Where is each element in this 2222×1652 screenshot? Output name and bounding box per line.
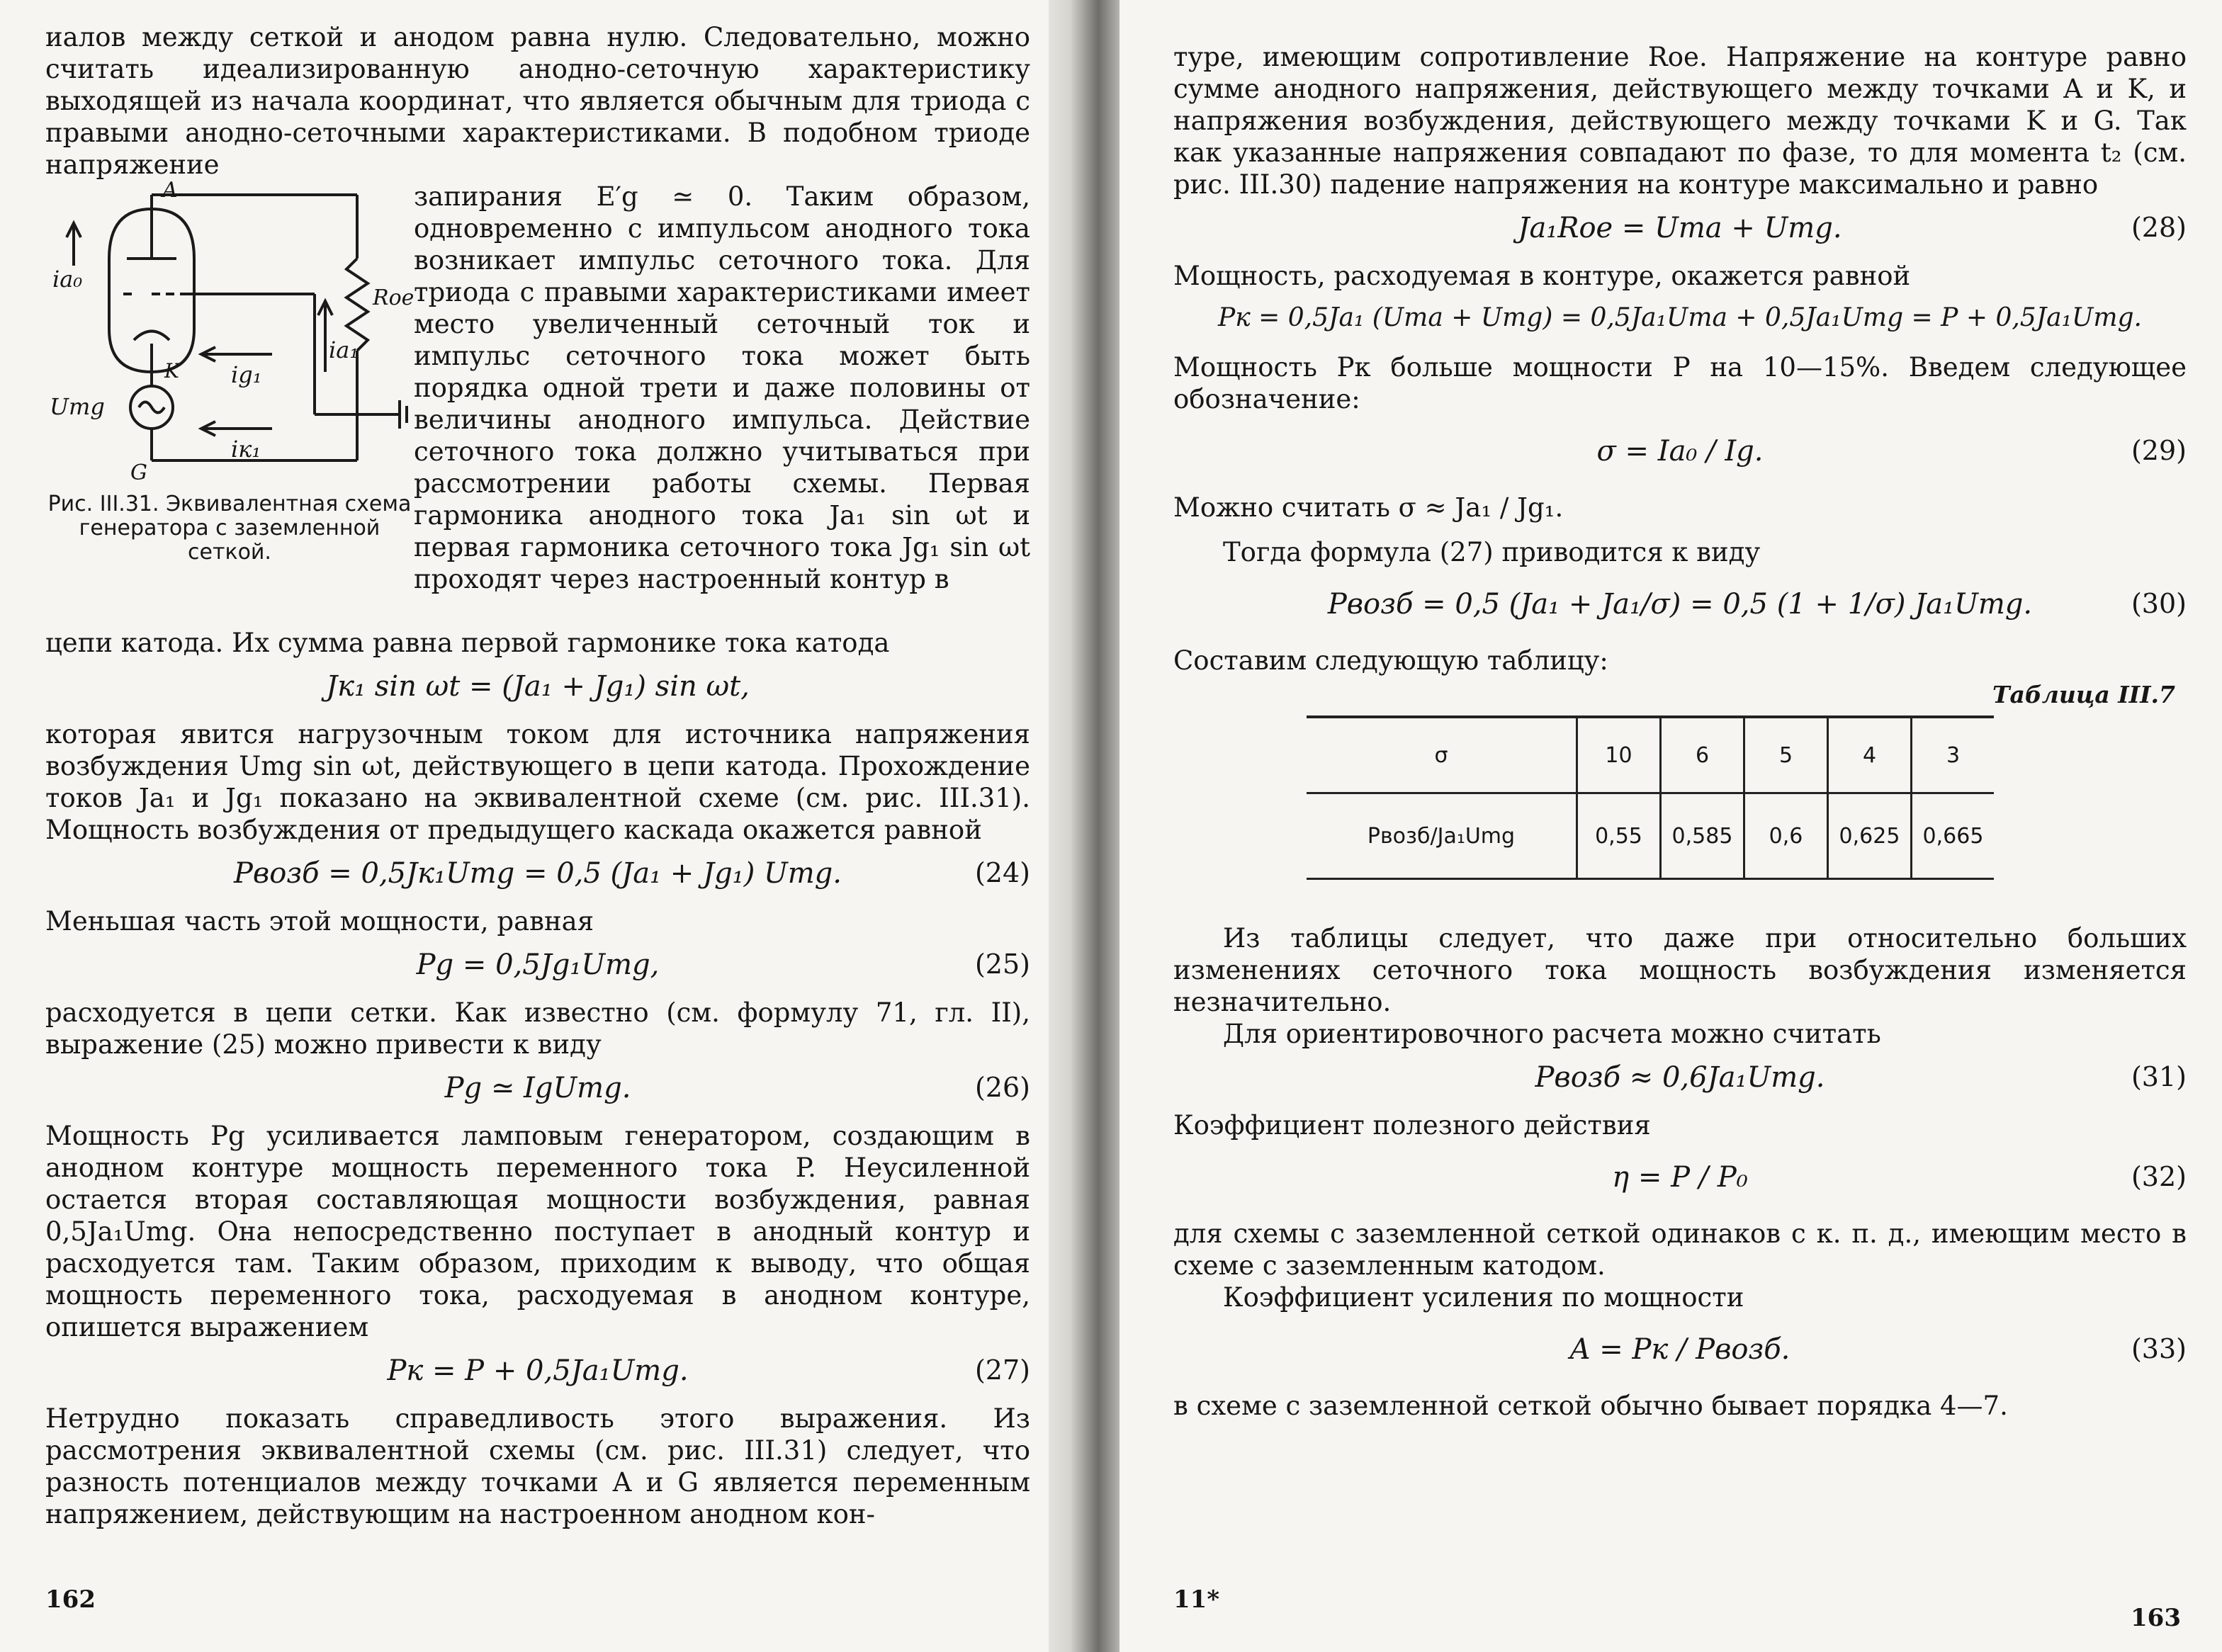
equation-pk xyxy=(1173,292,2187,351)
equation-24 xyxy=(45,846,1030,905)
label-ia1: ia₁ xyxy=(329,336,359,363)
table-cell: 10 xyxy=(1577,717,1661,793)
paragraph-after-figure: цепи катода. Их сумма равна первой гармонике тока катода xyxy=(45,628,890,658)
equation-32-formula: η = P / P₀ xyxy=(1612,1161,1748,1194)
equation-29-formula: σ = Ia₀ / Ig. xyxy=(1596,435,1764,468)
equation-27 xyxy=(45,1343,1030,1403)
left-page xyxy=(0,0,1049,1652)
equation-31-number: (31) xyxy=(2131,1061,2187,1092)
table-cell: 5 xyxy=(1744,717,1828,793)
label-roe: Roe xyxy=(373,285,414,310)
signature-mark: 11* xyxy=(1173,1585,1220,1614)
equation-32-number: (32) xyxy=(2131,1161,2187,1192)
right-page xyxy=(1120,0,2222,1652)
table-cell: 4 xyxy=(1828,717,1912,793)
equation-30-formula: Pвозб = 0,5 (Ja₁ + Ja₁/σ) = 0,5 (1 + 1/σ) Ja₁Umg. xyxy=(1327,588,2033,621)
paragraph-4: расходуется в цепи сетки. Как известно (см. формулу 71, гл. II), выражение (25) можно привести к виду xyxy=(45,997,1030,1060)
table-row-sigma xyxy=(1307,717,1994,793)
label-ia0: ia₀ xyxy=(52,266,83,293)
label-g: G xyxy=(130,460,147,485)
equation-33-formula: A = Pк / Pвозб. xyxy=(1569,1333,1790,1366)
paragraph-r2: Мощность, расходуемая в контуре, окажется равной xyxy=(1173,261,1911,291)
table-cell: 0,585 xyxy=(1661,793,1744,879)
equation-26-number: (26) xyxy=(974,1072,1030,1103)
paragraph-r8: Для ориентировочного расчета можно считать xyxy=(1223,1019,1881,1049)
equation-33 xyxy=(1173,1313,2187,1390)
paragraph-r11: Коэффициент усиления по мощности xyxy=(1223,1282,1744,1313)
equation-27-number: (27) xyxy=(974,1354,1030,1386)
paragraph-r7: Из таблицы следует, что даже при относительно больших изменениях сеточного тока мощность возбуждения изменяется незначительно. xyxy=(1173,923,2187,1017)
equation-27-formula: Pк = P + 0,5Ja₁Umg. xyxy=(387,1354,689,1387)
paragraph-r4: Можно считать σ ≈ Ja₁ / Jg₁. xyxy=(1173,492,1564,523)
equation-28 xyxy=(1173,200,2187,260)
table-row-ratio xyxy=(1307,793,1994,879)
table-cell: 0,6 xyxy=(1744,793,1828,879)
equation-29 xyxy=(1173,415,2187,492)
figure-side-text xyxy=(414,181,1030,595)
table-cell: 0,55 xyxy=(1577,793,1661,879)
equation-33-number: (33) xyxy=(2131,1333,2187,1364)
paragraph-r9: Коэффициент полезного действия xyxy=(1173,1110,1651,1141)
equation-31 xyxy=(1173,1050,2187,1109)
equation-31-formula: Pвозб ≈ 0,6Ja₁Umg. xyxy=(1535,1061,1825,1094)
label-k: K xyxy=(164,359,179,383)
equation-26-formula: Pg ≃ IgUmg. xyxy=(444,1072,631,1104)
right-text-column xyxy=(1173,41,2187,1422)
table-cell: 0,625 xyxy=(1828,793,1912,879)
paragraph-3: Меньшая часть этой мощности, равная xyxy=(45,906,594,937)
table-cell: 3 xyxy=(1912,717,1995,793)
figure-iii-31 xyxy=(45,178,414,620)
equation-29-number: (29) xyxy=(2131,435,2187,466)
table-header-sigma: σ xyxy=(1307,717,1577,793)
page-number-right: 163 xyxy=(2131,1604,2181,1632)
label-ik1: iк₁ xyxy=(231,436,261,463)
label-umg: Umg xyxy=(50,393,105,420)
paragraph-r1: туре, имеющим сопротивление Roe. Напряжение на контуре равно сумме анодного напряжения, действующего между точками A и K, и напряжения возбуждения, действующего между точками K и G. Так как указанные напряжения совпадают по фазе, то для момента t₂ (см. рис. III.30) падение напряжения на контуре максимально и равно xyxy=(1173,42,2187,200)
equation-32 xyxy=(1173,1141,2187,1218)
equation-25 xyxy=(45,937,1030,997)
equation-pk-formula: Pк = 0,5Ja₁ (Uma + Umg) = 0,5Ja₁Uma + 0,5Ja₁Umg = P + 0,5Ja₁Umg. xyxy=(1218,303,2142,332)
figure-block xyxy=(45,178,1030,627)
equation-sum-formula: Jк₁ sin ωt = (Ja₁ + Jg₁) sin ωt, xyxy=(326,670,750,703)
table-title: Таблица III.7 xyxy=(1992,681,2175,708)
figure-caption: Рис. III.31. Эквивалентная схема генератора с заземленной сеткой. xyxy=(47,492,412,565)
equation-30-number: (30) xyxy=(2131,588,2187,619)
equation-30 xyxy=(1173,568,2187,645)
label-a: A xyxy=(162,178,178,203)
paragraph-6: Нетрудно показать справедливость этого выражения. Из рассмотрения эквивалентной схемы (см. рис. III.31) следует, что разность потенциалов между точками A и G является переменным напряжением, действующим на настроенном анодном кон- xyxy=(45,1403,1030,1529)
equation-26 xyxy=(45,1060,1030,1120)
page-number-left: 162 xyxy=(45,1585,96,1614)
left-text-column xyxy=(45,21,1030,1530)
paragraph-r3: Мощность Pк больше мощности P на 10—15%. Введем следующее обозначение: xyxy=(1173,352,2187,414)
paragraph-intro: иалов между сеткой и анодом равна нулю. Следовательно, можно считать идеализированную анодно-сеточную характеристику выходящей из начала координат, что является обычным для триода с правыми анодно-сеточными характеристиками. В подобном триоде напряжение xyxy=(45,22,1030,180)
paragraph-side: запирания E′g ≃ 0. Таким образом, одновременно с импульсом анодного тока возникает импульс сеточного тока. Для триода с правыми характеристиками имеет место увеличенный сеточный ток и импульс сеточного тока может быть порядка одной трети и даже половины от величины анодного импульса. Действие сеточного тока должно учитываться при рассмотрении работы схемы. Первая гармоника анодного тока Ja₁ sin ωt и первая гармоника сеточного тока Jg₁ sin ωt проходят через настроенный контур в xyxy=(414,181,1030,594)
equivalent-circuit-diagram xyxy=(45,181,414,485)
paragraph-r5: Тогда формула (27) приводится к виду xyxy=(1223,537,1761,567)
table-iii-7 xyxy=(1307,715,1994,880)
equation-28-formula: Ja₁Roe = Uma + Umg. xyxy=(1518,212,1842,244)
paragraph-r6: Составим следующую таблицу: xyxy=(1173,645,1608,676)
equation-25-formula: Pg = 0,5Jg₁Umg, xyxy=(416,949,660,981)
paragraph-2: которая явится нагрузочным током для источника напряжения возбуждения Umg sin ωt, действующего в цепи катода. Прохождение токов Ja₁ и Jg₁ показано на эквивалентной схеме (см. рис. III.31). Мощность возбуждения от предыдущего каскада окажется равной xyxy=(45,719,1030,845)
paragraph-r10: для схемы с заземленной сеткой одинаков с к. п. д., имеющим место в схеме с заземленным катодом. xyxy=(1173,1218,2187,1281)
paragraph-5: Мощность Pg усиливается ламповым генератором, создающим в анодном контуре мощность переменного тока P. Неусиленной остается вторая составляющая мощности возбуждения, равная 0,5Ja₁Umg. Она непосредственно поступает в анодный контур и расходуется там. Таким образом, приходим к выводу, что общая мощность переменного тока, расходуемая в анодном контуре, опишется выражением xyxy=(45,1121,1030,1342)
equation-28-number: (28) xyxy=(2131,212,2187,243)
equation-24-number: (24) xyxy=(974,857,1030,888)
table-cell: 0,665 xyxy=(1912,793,1995,879)
equation-24-formula: Pвозб = 0,5Jк₁Umg = 0,5 (Ja₁ + Jg₁) Umg. xyxy=(234,857,842,890)
paragraph-r12: в схеме с заземленной сеткой обычно бывает порядка 4—7. xyxy=(1173,1391,2008,1421)
table-cell: 6 xyxy=(1661,717,1744,793)
table-header-ratio: Pвозб/Ja₁Umg xyxy=(1307,793,1577,879)
label-ig1: ig₁ xyxy=(231,361,262,388)
equation-25-number: (25) xyxy=(974,949,1030,980)
equation-sum xyxy=(45,659,1030,718)
